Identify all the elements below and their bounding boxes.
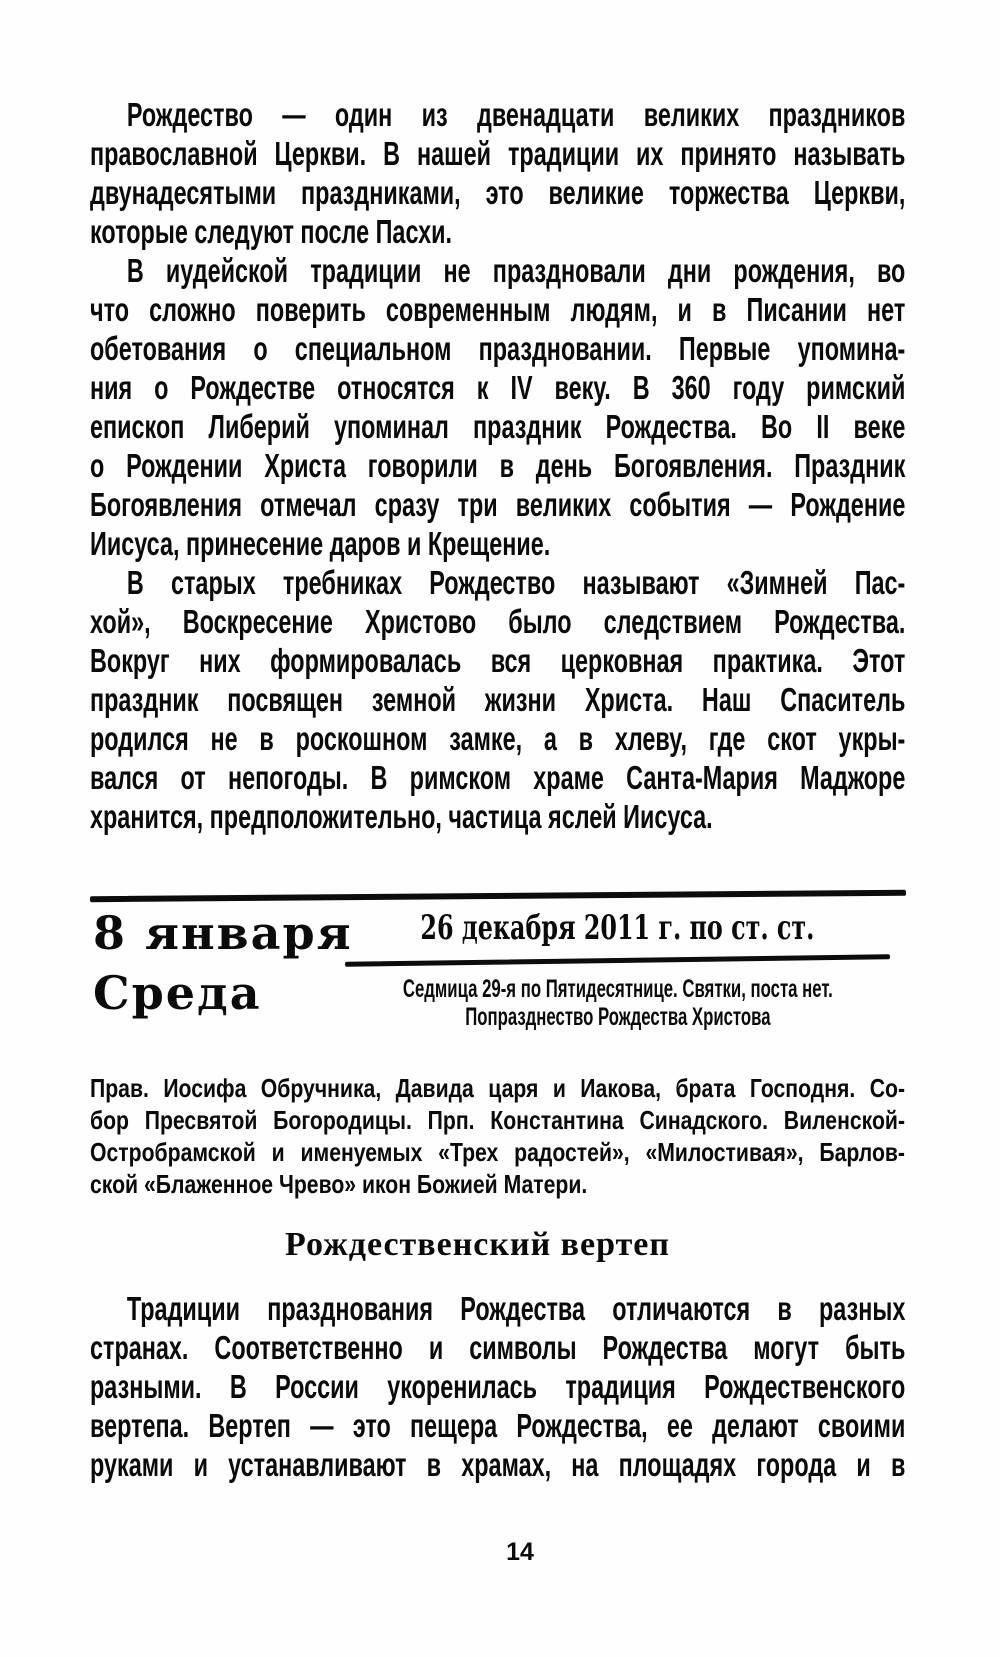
paragraph	[90, 1072, 905, 1200]
text-line: Рождество — один из двенадцати великих праздников	[126, 96, 906, 133]
paragraph	[90, 1289, 905, 1484]
text-line: обетования о специальном праздновании. Первые упомина-	[90, 330, 906, 367]
text-line: В иудейской традиции не праздновали дни рождения, во	[126, 252, 906, 289]
weekday: Среда	[93, 966, 262, 1020]
text-line: руками и устанавливают в храмах, на площадях города и в	[90, 1446, 906, 1483]
text-line: Иисуса, принесение даров и Крещение.	[90, 525, 551, 562]
text-line: вался от непогоды. В римском храме Санта-Мария Маджоре	[90, 759, 906, 796]
paragraph	[90, 251, 905, 563]
paragraph	[90, 563, 905, 836]
text-line: о Рождении Христа говорили в день Богоявления. Праздник	[90, 447, 906, 484]
text-line: родился не в роскошном замке, а в хлеву, где скот укры-	[90, 720, 906, 757]
text-line: Богоявления отмечал сразу три великих события — Рождение	[90, 486, 906, 523]
text-line: что сложно поверить современным людям, и в Писании нет	[90, 291, 906, 328]
text-line: хранится, предположительно, частица яслей Иисуса.	[90, 798, 713, 835]
text-line: бор Пресвятой Богородицы. Прп. Константина Синадского. Виленской-	[90, 1105, 905, 1135]
text-line: Остробрамской и именуемых «Трех радостей», «Милостивая», Барлов-	[90, 1137, 905, 1167]
text-line: В старых требниках Рождество называют «Зимней Пас-	[126, 564, 906, 601]
text-line: хой», Воскресение Христово было следствием Рождества.	[90, 603, 906, 640]
date-underline-rule	[345, 954, 890, 967]
text-line: которые следуют после Пасхи.	[90, 213, 453, 250]
text-line: Вокруг них формировалась вся церковная практика. Этот	[90, 642, 906, 679]
intro-section	[90, 95, 905, 836]
article-section	[90, 1289, 905, 1484]
text-line: Традиции празднования Рождества отличаются в разных	[126, 1290, 906, 1327]
article-title: Рождественский вертеп	[285, 1226, 670, 1263]
date-left-column	[93, 903, 353, 1023]
text-line: православной Церкви. В нашей традиции их принято называть	[90, 135, 906, 172]
text-line: праздник посвящен земной жизни Христа. Наш Спаситель	[90, 681, 906, 718]
page-number: 14	[506, 1538, 534, 1566]
text-line: Прав. Иосифа Обручника, Давида царя и Иакова, брата Господня. Со-	[90, 1073, 905, 1103]
paragraph	[90, 95, 905, 251]
text-line: епископ Либерий упоминал праздник Рождества. Во II веке	[90, 408, 906, 445]
new-style-date: 8 января	[93, 906, 353, 960]
text-line: ния о Рождестве относятся к IV веку. В 360 году римский	[90, 369, 906, 406]
text-line: двунадесятыми праздниками, это великие торжества Церкви,	[90, 174, 906, 211]
date-right-column	[345, 910, 890, 1031]
text-line: странах. Соответственно и символы Рождества могут быть	[90, 1329, 906, 1366]
text-line: ской «Блаженное Чрево» икон Божией Матери.	[90, 1169, 588, 1199]
text-line: вертепа. Вертеп — это пещера Рождества, ее делают своими	[90, 1407, 906, 1444]
week-info: Седмица 29-я по Пятидесятнице. Святки, поста нет.	[402, 975, 833, 1003]
text-line: разными. В России укоренилась традиция Рождественского	[90, 1368, 906, 1405]
section-divider-rule	[90, 890, 906, 902]
old-style-date: 26 декабря 2011 г. по ст. ст.	[420, 908, 815, 948]
saints-section	[90, 1072, 905, 1200]
feast-info: Попразднество Рождества Христова	[464, 1003, 771, 1031]
